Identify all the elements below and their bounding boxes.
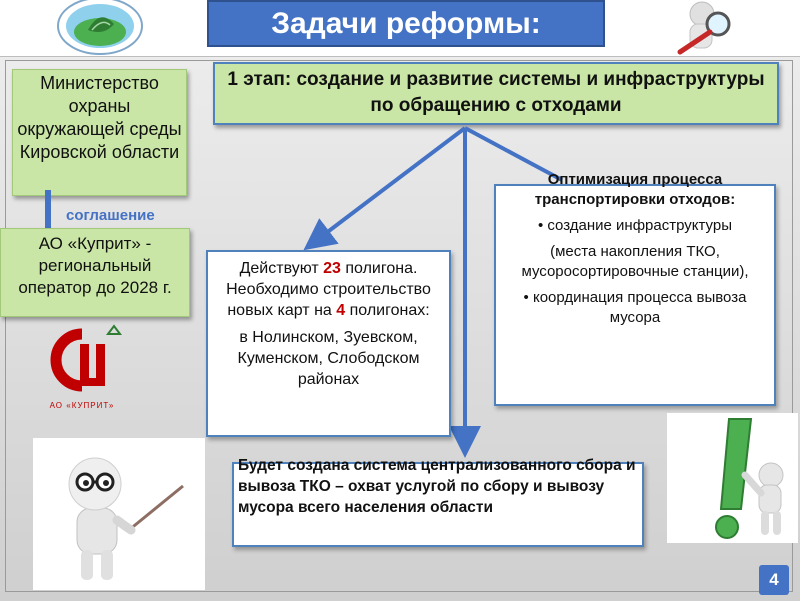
kuprit-logo	[38, 324, 126, 408]
result-text: Будет создана система централизованного сбора и вывоза ТКО – охват услугой по сбору и вывозу мусора всего населения области	[238, 457, 636, 516]
operator-text: АО «Куприт» - региональный оператор до 2028 г.	[18, 234, 172, 297]
result-box	[232, 457, 644, 547]
optimization-box	[494, 171, 776, 406]
page-number: 4	[769, 570, 779, 589]
new-count: 4	[336, 302, 346, 319]
optimization-heading: Оптимизация процесса транспортировки отходов:	[534, 171, 736, 208]
polygons-text-2: в Нолинском, Зуевском, Куменском, Слободском районах	[237, 329, 420, 388]
teacher-figure-icon	[33, 438, 205, 590]
kuprit-logo-icon	[38, 324, 126, 394]
polygons-box	[206, 250, 451, 437]
exclamation-figure-icon	[667, 413, 798, 543]
optimization-item-1: • создание инфраструктуры	[537, 217, 733, 234]
operator-box	[0, 228, 190, 317]
active-count: 23	[323, 260, 341, 277]
optimization-item-3: • координация процесса вывоза мусора	[523, 289, 747, 326]
page-title: Задачи реформы:	[207, 0, 605, 47]
optimization-item-2: (места накопления ТКО, мусоросортировочные станции),	[521, 243, 749, 280]
stage-heading: 1 этап: создание и развитие системы и инфраструктуры по обращению с отходами	[227, 69, 765, 116]
ministry-text: Министерство охраны окружающей среды Кировской области	[17, 73, 182, 162]
page-number-badge	[759, 565, 789, 595]
logo-caption: АО «КУПРИТ»	[49, 401, 115, 410]
agreement-label: соглашение	[66, 207, 155, 224]
polygons-text-1: Действуют 23 полигона. Необходимо строительство новых карт на 4 полигонах:	[226, 260, 431, 319]
